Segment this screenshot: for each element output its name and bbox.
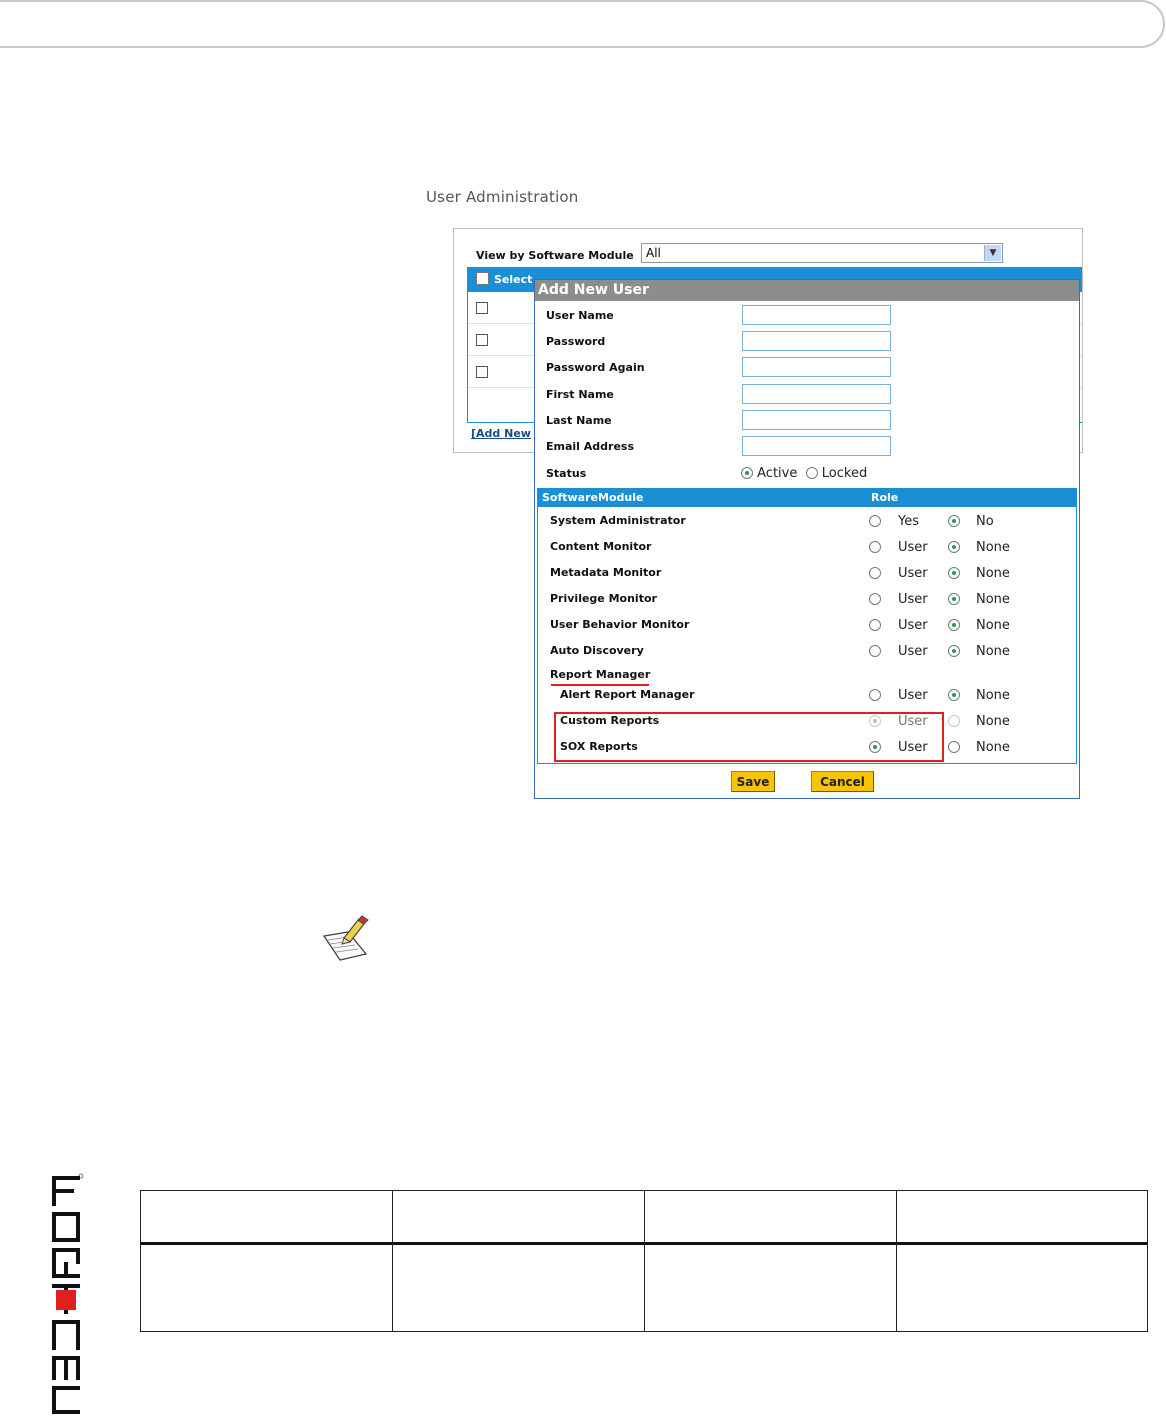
system-admin-no-radio[interactable] xyxy=(948,515,960,527)
system-admin-yes-radio[interactable] xyxy=(869,515,881,527)
alert-report-manager-user-radio[interactable] xyxy=(869,689,881,701)
custom-reports-none-radio[interactable] xyxy=(948,715,960,727)
role-option-label: User xyxy=(898,714,928,729)
role-option-label: None xyxy=(976,540,1010,555)
role-option-label: Yes xyxy=(898,514,919,529)
row-checkbox[interactable] xyxy=(476,302,488,314)
privilege-monitor-none-radio[interactable] xyxy=(948,593,960,605)
status-radio-group xyxy=(741,466,867,481)
module-label: User Behavior Monitor xyxy=(550,618,690,631)
module-row-system-administrator xyxy=(538,510,1076,534)
email-address-label: Email Address xyxy=(546,440,635,453)
report-manager-label: Report Manager xyxy=(550,668,651,681)
select-column-header: Select xyxy=(494,273,533,286)
role-option-label: None xyxy=(976,740,1010,755)
note-icon xyxy=(318,914,372,964)
module-label: SOX Reports xyxy=(560,740,638,753)
role-option-label: None xyxy=(976,592,1010,607)
password-label: Password xyxy=(546,335,606,348)
module-row-auto-discovery xyxy=(538,640,1076,664)
highlight-box xyxy=(554,712,944,762)
dialog-title: Add New User xyxy=(535,280,1079,301)
status-active-radio[interactable] xyxy=(741,467,753,479)
section-title: User Administration xyxy=(426,188,579,206)
add-new-user-dialog xyxy=(534,279,1080,799)
role-option-label: None xyxy=(976,618,1010,633)
email-address-input[interactable] xyxy=(742,436,891,456)
auto-discovery-none-radio[interactable] xyxy=(948,645,960,657)
role-column-header: Role xyxy=(871,491,899,504)
metadata-monitor-none-radio[interactable] xyxy=(948,567,960,579)
page-header-bar xyxy=(0,0,1165,48)
role-option-label: None xyxy=(976,688,1010,703)
module-row-metadata-monitor xyxy=(538,562,1076,586)
last-name-label: Last Name xyxy=(546,414,612,427)
row-checkbox[interactable] xyxy=(476,334,488,346)
row-checkbox[interactable] xyxy=(476,366,488,378)
role-option-label: None xyxy=(976,714,1010,729)
role-option-label: User xyxy=(898,644,928,659)
module-row-alert-report-manager xyxy=(538,684,1076,708)
view-by-label: View by Software Module xyxy=(476,249,634,262)
module-table-header xyxy=(538,489,1076,507)
status-label: Status xyxy=(546,467,587,480)
save-button[interactable]: Save xyxy=(731,771,775,792)
module-label: Alert Report Manager xyxy=(560,688,695,701)
status-active-label: Active xyxy=(757,466,798,481)
module-label: Metadata Monitor xyxy=(550,566,662,579)
role-option-label: None xyxy=(976,566,1010,581)
status-locked-radio[interactable] xyxy=(806,467,818,479)
content-monitor-user-radio[interactable] xyxy=(869,541,881,553)
select-all-checkbox[interactable] xyxy=(476,272,489,285)
auto-discovery-user-radio[interactable] xyxy=(869,645,881,657)
table-column-divider xyxy=(644,1191,645,1331)
module-label: System Administrator xyxy=(550,514,686,527)
software-module-table xyxy=(537,488,1077,764)
add-new-user-link[interactable]: [Add New xyxy=(471,427,531,440)
module-row-content-monitor xyxy=(538,536,1076,560)
role-option-label: User xyxy=(898,688,928,703)
content-monitor-none-radio[interactable] xyxy=(948,541,960,553)
status-locked-label: Locked xyxy=(821,466,868,481)
alert-report-manager-none-radio[interactable] xyxy=(948,689,960,701)
chevron-down-icon[interactable]: ▼ xyxy=(984,245,1001,261)
first-name-input[interactable] xyxy=(742,384,891,404)
user-name-label: User Name xyxy=(546,309,614,322)
metadata-monitor-user-radio[interactable] xyxy=(869,567,881,579)
fortinet-logo xyxy=(52,1172,84,1417)
sox-reports-none-radio[interactable] xyxy=(948,741,960,753)
table-column-divider xyxy=(392,1191,393,1331)
view-by-select[interactable] xyxy=(641,243,1003,263)
module-row-privilege-monitor xyxy=(538,588,1076,612)
module-label: Auto Discovery xyxy=(550,644,644,657)
first-name-label: First Name xyxy=(546,388,614,401)
user-behavior-monitor-user-radio[interactable] xyxy=(869,619,881,631)
privilege-monitor-user-radio[interactable] xyxy=(869,593,881,605)
role-option-label: No xyxy=(976,514,994,529)
user-name-input[interactable] xyxy=(742,305,891,325)
software-module-column-header: SoftwareModule xyxy=(542,491,644,504)
role-option-label: User xyxy=(898,740,928,755)
role-option-label: User xyxy=(898,540,928,555)
user-behavior-monitor-none-radio[interactable] xyxy=(948,619,960,631)
view-by-selected-value: All xyxy=(646,246,661,260)
cancel-button[interactable]: Cancel xyxy=(811,771,874,792)
role-option-label: User xyxy=(898,592,928,607)
module-row-user-behavior-monitor xyxy=(538,614,1076,638)
module-label: Content Monitor xyxy=(550,540,652,553)
table-column-divider xyxy=(896,1191,897,1331)
password-again-input[interactable] xyxy=(742,357,891,377)
role-option-label: User xyxy=(898,618,928,633)
password-again-label: Password Again xyxy=(546,361,645,374)
module-label: Custom Reports xyxy=(560,714,660,727)
password-input[interactable] xyxy=(742,331,891,351)
last-name-input[interactable] xyxy=(742,410,891,430)
bottom-table xyxy=(140,1190,1148,1332)
module-label: Privilege Monitor xyxy=(550,592,657,605)
role-option-label: None xyxy=(976,644,1010,659)
role-option-label: User xyxy=(898,566,928,581)
